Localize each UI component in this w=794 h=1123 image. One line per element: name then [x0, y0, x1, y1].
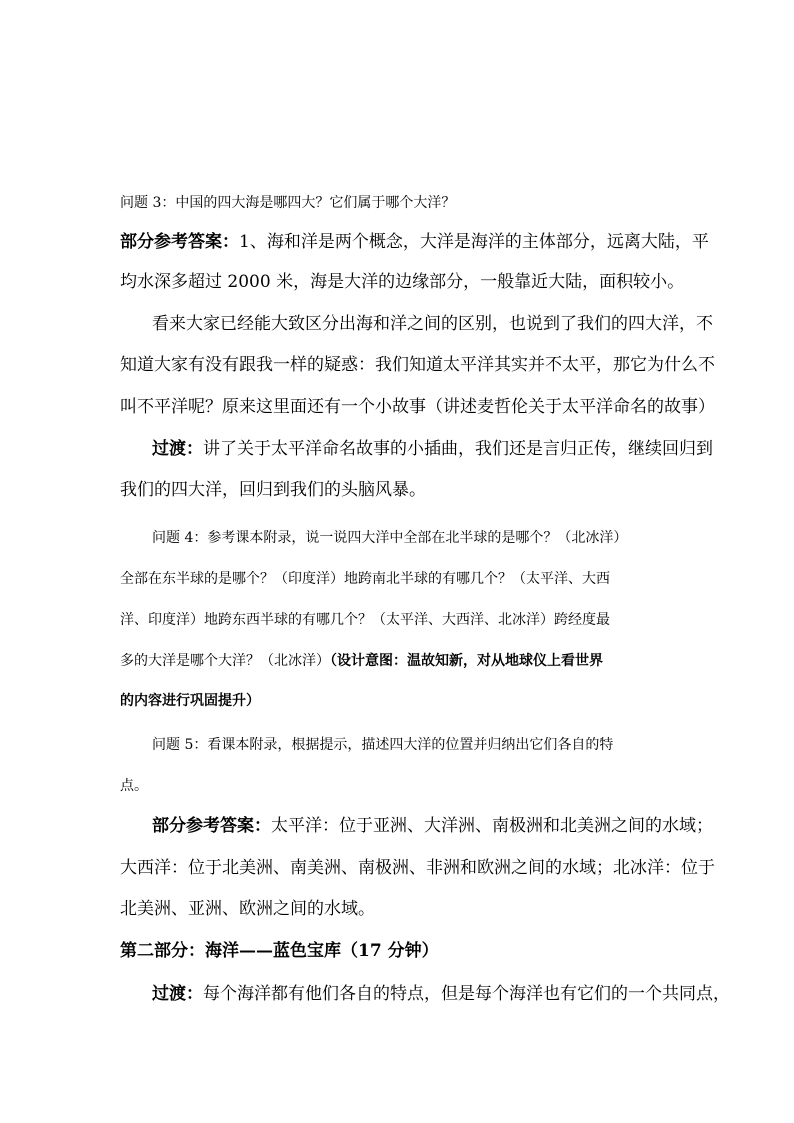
- answer-1-label: 部分参考答案：: [120, 232, 239, 252]
- question-3: 问题 3：中国的四大海是哪四大？它们属于哪个大洋？: [120, 195, 456, 211]
- transition-1-line-1: [152, 438, 713, 460]
- question-4-line-3: 洋、印度洋）地跨东西半球的有哪几个？（太平洋、大西洋、北冰洋）跨经度最: [120, 612, 610, 628]
- answer-1-line-2: 均水深多超过 2000 米，海是大洋的边缘部分，一般靠近大陆，面积较小。: [120, 272, 685, 292]
- transition-2-text-1: 每个海洋都有他们各自的特点，但是每个海洋也有它们的一个共同点，: [203, 984, 730, 1004]
- answer-1-line-1: [120, 231, 709, 253]
- answer-2-line-1: [152, 815, 713, 837]
- paragraph-1-line-2: 知道大家有没有跟我一样的疑惑：我们知道太平洋其实并不太平，那它为什么不: [120, 355, 715, 375]
- design-intent-text: （设计意图：温故知新，对从地球仪上看世界: [330, 653, 603, 669]
- question-4-line-4: [120, 650, 603, 672]
- answer-2-line-3: 北美洲、亚洲、欧洲之间的水域。: [120, 899, 375, 919]
- transition-1-line-2: 我们的四大洋，回归到我们的头脑风暴。: [120, 480, 426, 500]
- paragraph-1-line-1: 看来大家已经能大致区分出海和洋之间的区别，也说到了我们的四大洋，不: [152, 314, 713, 334]
- transition-1-text-1: 讲了关于太平洋命名故事的小插曲，我们还是言归正传，继续回归到: [203, 439, 713, 459]
- question-4-line-1: 问题 4：参考课本附录，说一说四大洋中全部在北半球的是哪个？（北冰洋）: [152, 530, 628, 546]
- paragraph-1-line-3: 叫不平洋呢？原来这里面还有一个小故事（讲述麦哲伦关于太平洋命名的故事）: [120, 397, 715, 417]
- answer-2-line-2: 大西洋：位于北美洲、南美洲、南极洲、非洲和欧洲之间的水域；北冰洋：位于: [120, 858, 715, 878]
- answer-2-label: 部分参考答案：: [152, 816, 271, 836]
- answer-2-text-1: 太平洋：位于亚洲、大洋洲、南极洲和北美洲之间的水域；: [271, 816, 713, 836]
- question-4-line-5: 的内容进行巩固提升）: [120, 693, 260, 709]
- question-5-line-2: 点。: [120, 778, 148, 794]
- section-2-heading: 第二部分：海洋——蓝色宝库（17 分钟）: [120, 941, 439, 961]
- transition-2-label: 过渡：: [152, 984, 203, 1004]
- question-4-line-2: 全部在东半球的是哪个？（印度洋）地跨南北半球的有哪几个？（太平洋、大西: [120, 571, 610, 587]
- question-5-line-1: 问题 5：看课本附录，根据提示，描述四大洋的位置并归纳出它们各自的特: [152, 737, 614, 753]
- question-4-text-4: 多的大洋是哪个大洋？（北冰洋）: [120, 653, 330, 669]
- answer-1-text-1: 1、海和洋是两个概念，大洋是海洋的主体部分，远离大陆，平: [239, 232, 709, 252]
- transition-1-label: 过渡：: [152, 439, 203, 459]
- transition-2-line-1: [152, 983, 730, 1005]
